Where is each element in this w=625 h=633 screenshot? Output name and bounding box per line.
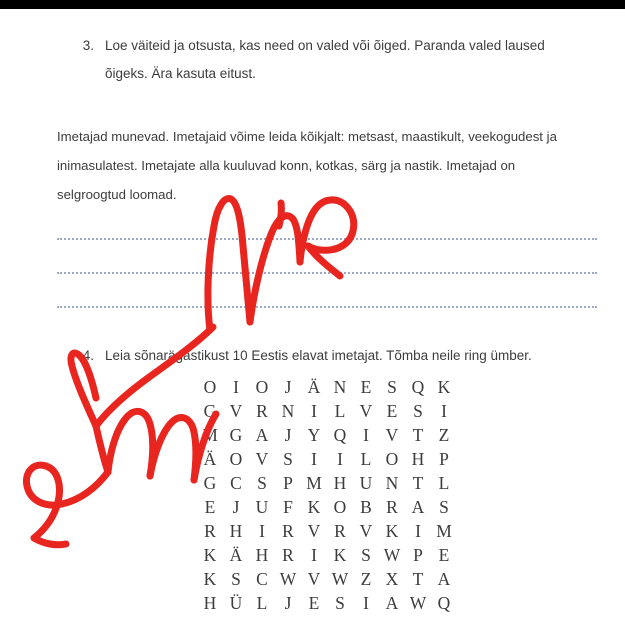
grid-cell: I <box>311 401 317 421</box>
grid-cell: O <box>229 449 243 469</box>
grid-cell: K <box>203 545 217 565</box>
grid-cell: S <box>231 569 241 589</box>
word-search-grid <box>197 375 457 615</box>
grid-cell: K <box>437 377 451 397</box>
grid-cell: I <box>441 401 447 421</box>
grid-cell: A <box>255 425 269 445</box>
grid-cell: U <box>359 473 373 493</box>
grid-cell: G <box>229 425 243 445</box>
task-4-line-1: Leia sõnarägastikust 10 Eestis elavat imetajat. Tõmba neile ring ümber. <box>105 348 532 363</box>
grid-cell: O <box>203 377 217 397</box>
statement-paragraph <box>57 122 597 209</box>
grid-cell: L <box>360 449 372 469</box>
grid-cell: K <box>385 521 399 541</box>
grid-cell: X <box>385 569 399 589</box>
grid-cell: W <box>409 593 427 613</box>
grid-cell: E <box>308 593 320 613</box>
task-item-4 <box>68 342 588 370</box>
grid-cell: J <box>284 425 292 445</box>
grid-cell: A <box>385 593 399 613</box>
grid-cell: N <box>385 473 399 493</box>
grid-cell: S <box>257 473 267 493</box>
grid-cell: A <box>437 569 451 589</box>
paragraph-line-2: inimasulatest. Imetajate alla kuuluvad konn, kotkas, särg ja nastik. Imetajad on <box>57 158 516 173</box>
grid-cell: I <box>311 545 317 565</box>
grid-cell: H <box>203 593 217 613</box>
grid-cell: L <box>438 473 450 493</box>
grid-cell: Q <box>437 593 451 613</box>
grid-cell: C <box>230 473 242 493</box>
grid-cell: V <box>359 521 373 541</box>
grid-cell: Ä <box>203 449 217 469</box>
table-row <box>197 399 457 423</box>
grid-cell: T <box>412 569 424 589</box>
grid-cell: R <box>256 401 268 421</box>
grid-cell: I <box>311 449 317 469</box>
grid-cell: M <box>202 425 218 445</box>
grid-cell: W <box>331 569 349 589</box>
grid-cell: V <box>307 521 321 541</box>
grid-cell: C <box>256 569 268 589</box>
grid-cell: B <box>360 497 372 517</box>
grid-cell: K <box>307 497 321 517</box>
grid-cell: Z <box>438 425 450 445</box>
grid-cell: J <box>284 593 292 613</box>
grid-cell: E <box>438 545 450 565</box>
grid-cell: I <box>415 521 421 541</box>
paragraph-line-1: Imetajad munevad. Imetajaid võime leida kõikjalt: metsast, maastikult, veekogudest ja <box>57 129 557 144</box>
grid-cell: R <box>282 521 294 541</box>
grid-cell: R <box>334 521 346 541</box>
grid-cell: R <box>282 545 294 565</box>
answer-line-3[interactable] <box>57 305 597 308</box>
grid-cell: E <box>360 377 372 397</box>
table-row <box>197 423 457 447</box>
paragraph-line-3: selgroogtud loomad. <box>57 187 177 202</box>
answer-line-2[interactable] <box>57 271 597 274</box>
grid-cell: N <box>333 377 347 397</box>
table-row <box>197 567 457 591</box>
grid-cell: I <box>363 593 369 613</box>
grid-cell: A <box>411 497 425 517</box>
grid-cell: Ü <box>229 593 243 613</box>
grid-cell: V <box>255 449 269 469</box>
grid-cell: K <box>333 545 347 565</box>
grid-cell: T <box>412 473 424 493</box>
grid-cell: R <box>204 521 216 541</box>
table-row <box>197 447 457 471</box>
grid-cell: Q <box>411 377 425 397</box>
grid-cell: O <box>255 377 269 397</box>
grid-cell: S <box>439 497 449 517</box>
grid-cell: M <box>306 473 322 493</box>
table-row <box>197 471 457 495</box>
grid-cell: Y <box>307 425 321 445</box>
task-3-line-2: õigeks. Ära kasuta eitust. <box>105 66 256 81</box>
table-row <box>197 375 457 399</box>
grid-cell: L <box>256 593 268 613</box>
task-3-line-1: Loe väiteid ja otsusta, kas need on valed või õiged. Paranda valed laused <box>105 38 545 53</box>
grid-cell: W <box>279 569 297 589</box>
grid-cell: H <box>229 521 243 541</box>
task-item-3 <box>68 32 588 88</box>
grid-cell: G <box>203 401 217 421</box>
grid-cell: O <box>385 449 399 469</box>
grid-cell: H <box>411 449 425 469</box>
grid-cell: T <box>412 425 424 445</box>
task-4-text <box>105 342 532 370</box>
grid-cell: F <box>283 497 293 517</box>
grid-cell: S <box>283 449 293 469</box>
grid-cell: H <box>333 473 347 493</box>
table-row <box>197 519 457 543</box>
grid-cell: P <box>439 449 449 469</box>
grid-cell: E <box>386 401 398 421</box>
grid-cell: J <box>284 377 292 397</box>
grid-cell: K <box>203 569 217 589</box>
grid-cell: V <box>307 569 321 589</box>
table-row <box>197 543 457 567</box>
grid-cell: Ä <box>229 545 243 565</box>
grid-cell: S <box>361 545 371 565</box>
grid-cell: H <box>255 545 269 565</box>
task-3-text <box>105 32 545 88</box>
grid-cell: R <box>386 497 398 517</box>
grid-cell: Z <box>360 569 372 589</box>
task-3-number: 3. <box>82 38 94 53</box>
grid-cell: L <box>334 401 346 421</box>
grid-cell: I <box>363 425 369 445</box>
grid-cell: M <box>436 521 452 541</box>
grid-cell: I <box>233 377 239 397</box>
grid-cell: S <box>335 593 345 613</box>
top-black-bar <box>0 0 625 9</box>
grid-cell: Ä <box>307 377 321 397</box>
grid-cell: V <box>385 425 399 445</box>
task-4-number: 4. <box>82 348 94 363</box>
grid-cell: I <box>259 521 265 541</box>
grid-cell: I <box>337 449 343 469</box>
grid-cell: U <box>255 497 269 517</box>
grid-cell: S <box>413 401 423 421</box>
grid-cell: S <box>387 377 397 397</box>
grid-cell: V <box>359 401 373 421</box>
grid-cell: Q <box>333 425 347 445</box>
answer-line-1[interactable] <box>57 237 597 240</box>
grid-cell: P <box>283 473 293 493</box>
grid-cell: N <box>281 401 295 421</box>
grid-cell: J <box>232 497 240 517</box>
grid-cell: V <box>229 401 243 421</box>
grid-cell: W <box>383 545 401 565</box>
grid-cell: E <box>204 497 216 517</box>
grid-cell: O <box>333 497 347 517</box>
table-row <box>197 591 457 615</box>
table-row <box>197 495 457 519</box>
grid-cell: G <box>203 473 217 493</box>
grid-cell: P <box>413 545 423 565</box>
